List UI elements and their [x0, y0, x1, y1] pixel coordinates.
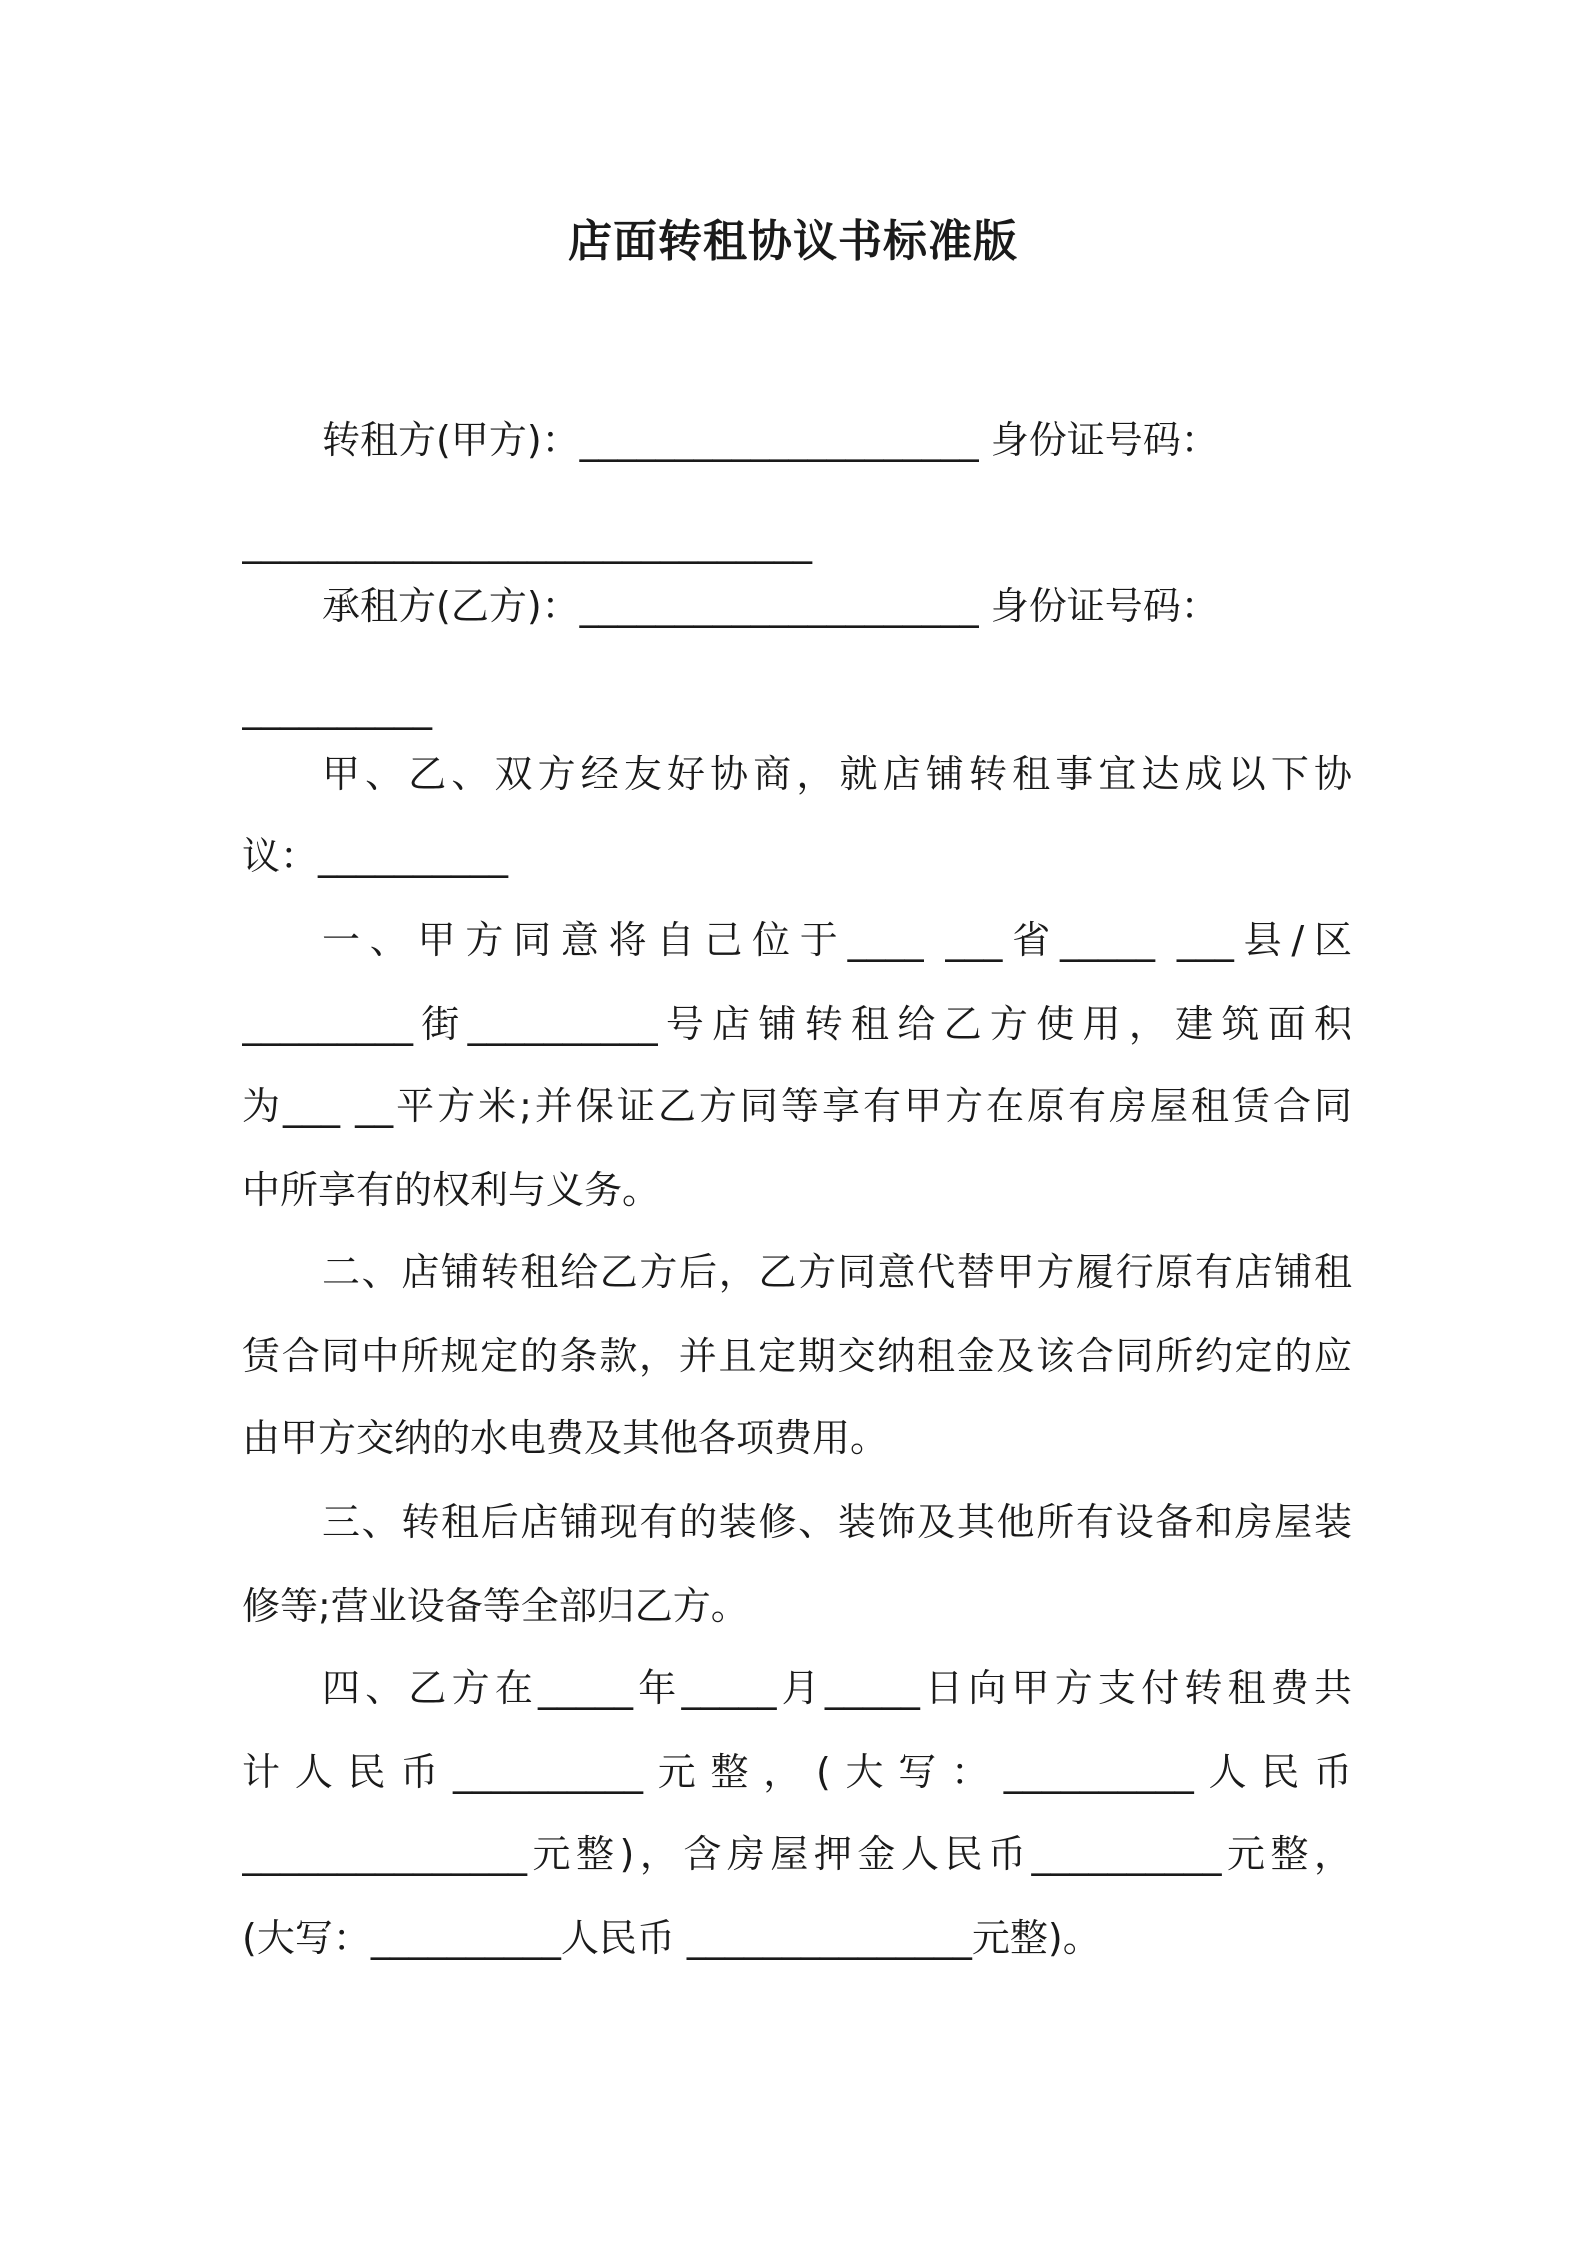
intro-paragraph-line-2: 议：__________: [242, 834, 509, 878]
clause-4-line-4: (大写：__________人民币 _______________元整)。: [242, 1916, 1101, 1960]
document-title: 店面转租协议书标准版: [568, 216, 1018, 267]
clause-1-line-2: _________街__________号店铺转租给乙方使用，建筑面积: [242, 1002, 1352, 1046]
clause-4-line-2: 计人民币__________元整，(大写：__________人民币: [242, 1750, 1352, 1794]
party-a-line: 转租方(甲方)：_____________________ 身份证号码：: [322, 418, 1219, 462]
party-b-line: 承租方(乙方)：_____________________ 身份证号码：: [322, 584, 1219, 628]
clause-2-line-2: 赁合同中所规定的条款，并且定期交纳租金及该合同所约定的应: [242, 1334, 1352, 1378]
clause-4-line-1: 四、乙方在_____年_____月_____日向甲方支付转租费共: [322, 1666, 1352, 1710]
party-b-id-blank: __________: [242, 686, 432, 730]
clause-1-line-3: 为___ __平方米;并保证乙方同等享有甲方在原有房屋租赁合同: [242, 1084, 1352, 1128]
clause-1-line-1: 一、甲方同意将自己位于____ ___省_____ ___县/区: [322, 918, 1352, 962]
intro-paragraph-line-1: 甲、乙、双方经友好协商，就店铺转租事宜达成以下协: [322, 752, 1352, 796]
party-a-id-blank: ______________________________: [242, 520, 812, 564]
clause-2-line-3: 由甲方交纳的水电费及其他各项费用。: [242, 1416, 889, 1460]
clause-3-line-2: 修等;营业设备等全部归乙方。: [242, 1584, 749, 1628]
clause-1-line-4: 中所享有的权利与义务。: [242, 1168, 661, 1212]
clause-3-line-1: 三、转租后店铺现有的装修、装饰及其他所有设备和房屋装: [322, 1500, 1352, 1544]
clause-4-line-3: _______________元整)，含房屋押金人民币__________元整，: [242, 1832, 1352, 1876]
clause-2-line-1: 二、店铺转租给乙方后，乙方同意代替甲方履行原有店铺租: [322, 1250, 1352, 1294]
